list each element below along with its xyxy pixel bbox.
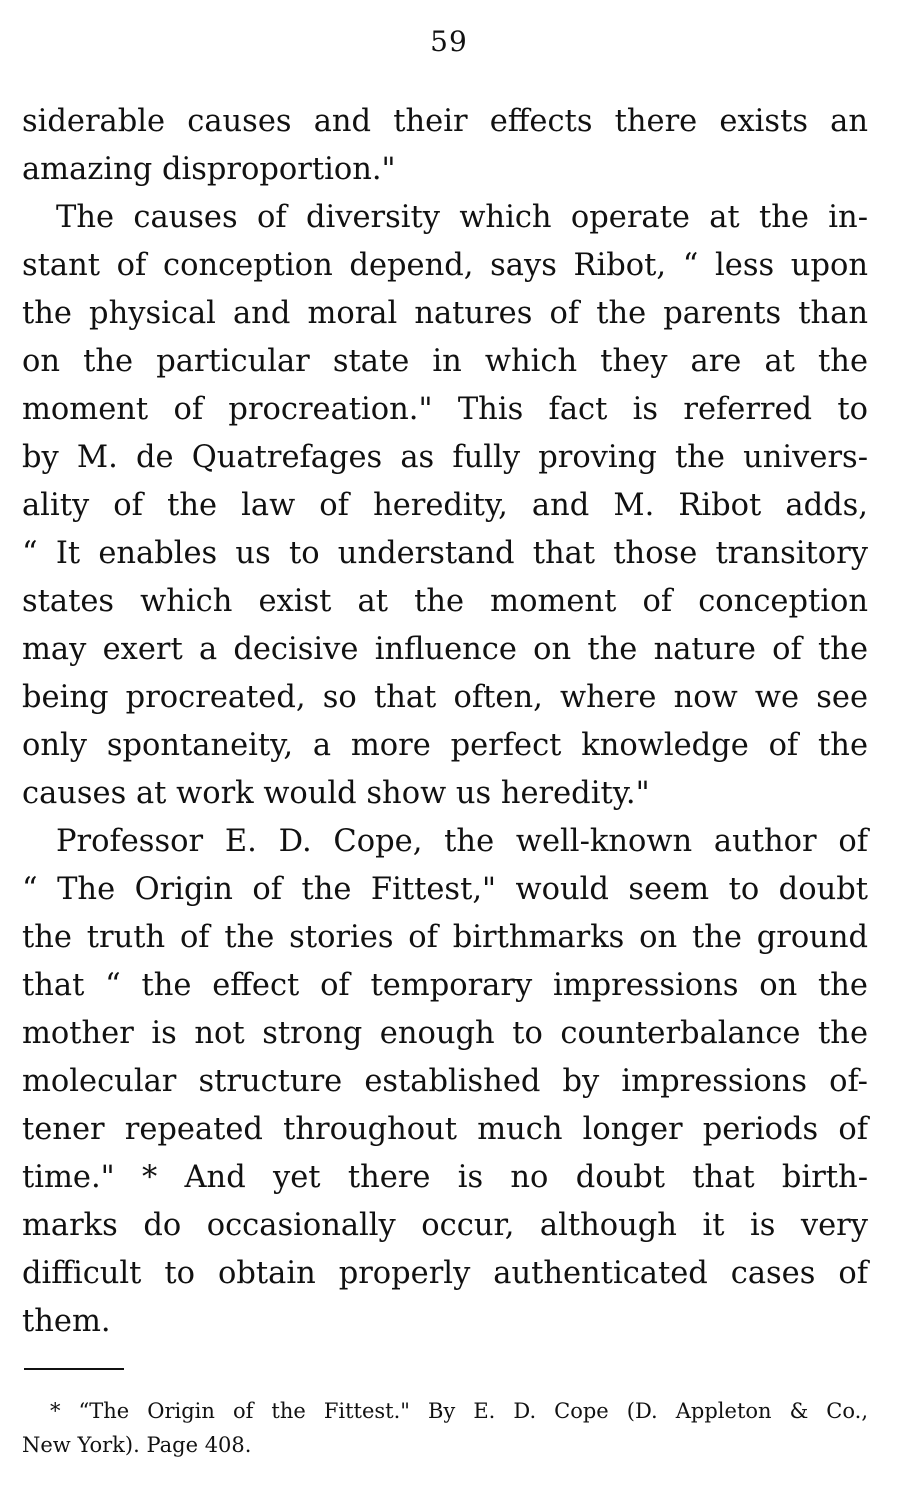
text-line: on the particular state in which they are at the xyxy=(22,344,868,379)
text-line: may exert a decisive influence on the nature of the xyxy=(22,632,868,667)
text-line: siderable causes and their effects there exists an xyxy=(22,104,868,139)
paragraph-1 xyxy=(22,98,868,194)
text-line: “ It enables us to understand that those transitory xyxy=(22,536,868,571)
text-line: that “ the effect of temporary impressions on the xyxy=(22,968,868,1003)
text-line: “ The Origin of the Fittest," would seem to doubt xyxy=(22,872,868,907)
text-line: causes at work would show us heredity." xyxy=(22,776,650,811)
text-line: tener repeated throughout much longer periods of xyxy=(22,1112,868,1147)
footnote-line: * “The Origin of the Fittest." By E. D. Cope (D. Appleton & Co., xyxy=(50,1399,868,1423)
body-text xyxy=(22,98,868,1346)
text-line: moment of procreation." This fact is referred to xyxy=(22,392,868,427)
paragraph-2 xyxy=(22,194,868,818)
footnote-line: New York). Page 408. xyxy=(22,1433,252,1457)
text-line: them. xyxy=(22,1304,111,1339)
text-line: molecular structure established by impressions of- xyxy=(22,1064,868,1099)
text-line: Professor E. D. Cope, the well-known author of xyxy=(56,824,868,859)
text-line: marks do occasionally occur, although it is very xyxy=(22,1208,868,1243)
text-line: ality of the law of heredity, and M. Ribot adds, xyxy=(22,488,868,523)
text-line: time." * And yet there is no doubt that birth- xyxy=(22,1160,868,1195)
footnote xyxy=(22,1394,868,1462)
text-line: only spontaneity, a more perfect knowledge of the xyxy=(22,728,868,763)
text-line: difficult to obtain properly authenticated cases of xyxy=(22,1256,868,1291)
page-number: 59 xyxy=(430,25,468,58)
text-line: stant of conception depend, says Ribot, “ less upon xyxy=(22,248,868,283)
text-line: by M. de Quatrefages as fully proving the univers- xyxy=(22,440,868,475)
text-line: amazing disproportion." xyxy=(22,152,396,187)
text-line: states which exist at the moment of conception xyxy=(22,584,868,619)
text-line: the physical and moral natures of the parents than xyxy=(22,296,868,331)
text-line: mother is not strong enough to counterbalance the xyxy=(22,1016,868,1051)
paragraph-3 xyxy=(22,818,868,1346)
text-line: the truth of the stories of birthmarks on the ground xyxy=(22,920,868,955)
footnote-rule xyxy=(24,1368,124,1370)
text-line: being procreated, so that often, where now we see xyxy=(22,680,868,715)
text-line: The causes of diversity which operate at the in- xyxy=(56,200,868,235)
